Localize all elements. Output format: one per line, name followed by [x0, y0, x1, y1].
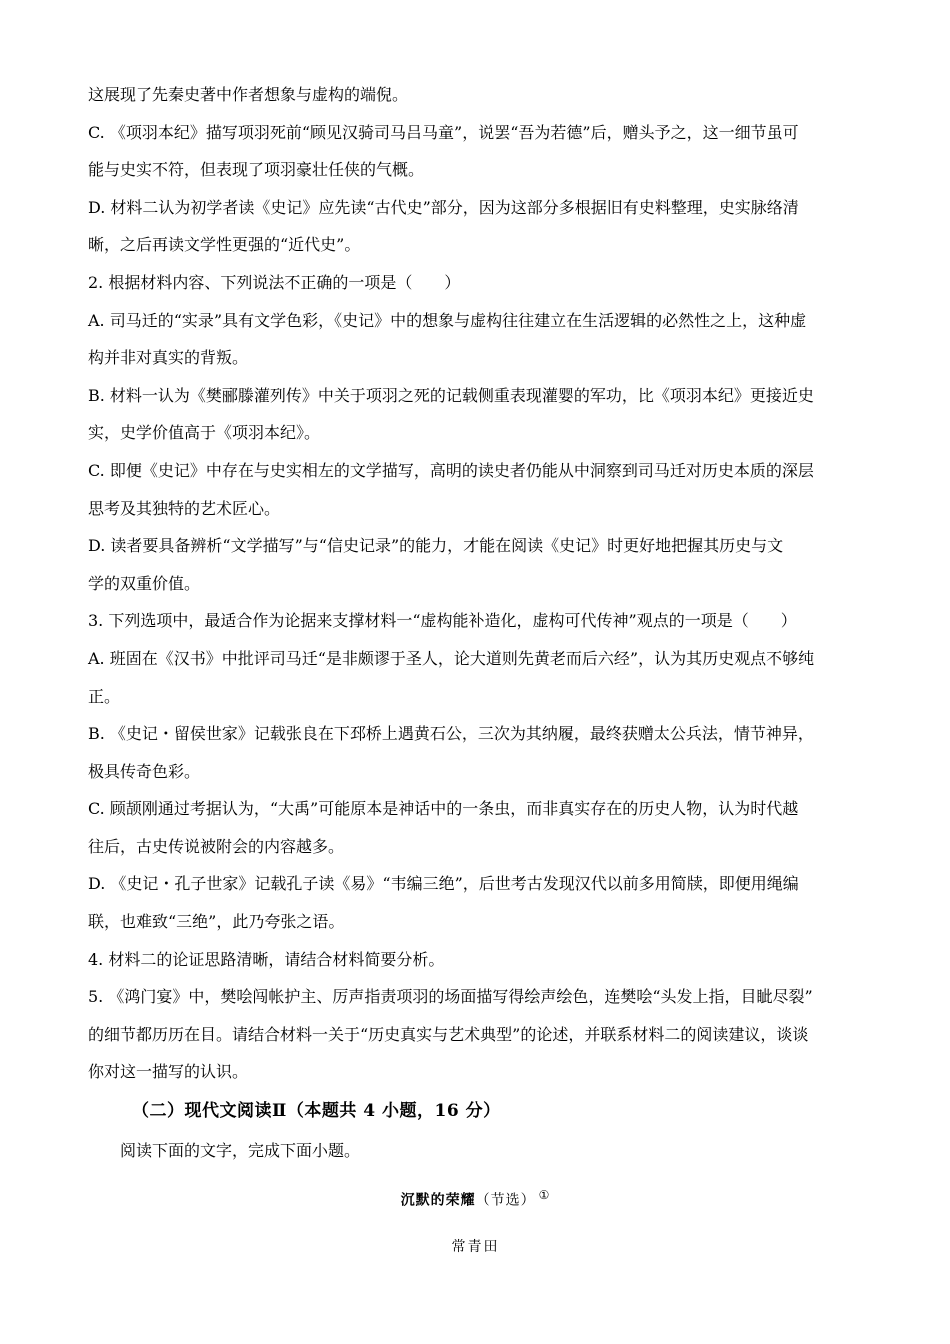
question-text-block [88, 76, 863, 1091]
text-line: 能与史实不符，但表现了项羽豪壮任侠的气概。 [88, 160, 425, 180]
text-line: 思考及其独特的艺术匠心。 [88, 498, 281, 518]
text-line: 晰，之后再读文学性更强的“近代史”。 [88, 235, 361, 255]
article-title-note: （节选） [475, 1192, 536, 1209]
text-line: 极具传奇色彩。 [88, 761, 201, 781]
text-line: C. 顾颉刚通过考据认为，“大禹”可能原本是神话中的一条虫，而非真实存在的历史人物，认为时代越 [88, 799, 799, 819]
text-line: 正。 [88, 686, 121, 706]
text-line: 构并非对真实的背叛。 [88, 348, 249, 368]
article-title-line [88, 1175, 863, 1221]
text-line: A. 班固在《汉书》中批评司马迁“是非颇谬于圣人，论大道则先黄老而后六经”，认为其历史观点不够纯 [88, 648, 815, 668]
text-line: 5. 《鸿门宴》中，樊哙闯帐护主、厉声指责项羽的场面描写得绘声绘色，连樊哙“头发上指，目眦尽裂” [88, 987, 813, 1007]
text-line: 这展现了先秦史著中作者想象与虚构的端倪。 [88, 85, 409, 104]
reading-instruction: 阅读下面的文字，完成下面小题。 [120, 1141, 361, 1161]
text-line: 的细节都历历在目。请结合材料一关于“历史真实与艺术典型”的论述，并联系材料二的阅读建议，谈谈 [88, 1024, 809, 1044]
text-line: 3. 下列选项中，最适合作为论据来支撑材料一“虚构能补造化，虚构可代传神”观点的一项是（ ） [88, 611, 797, 631]
text-line: B. 《史记・留侯世家》记载张良在下邳桥上遇黄石公，三次为其纳履，最终获赠太公兵法，情节神异， [88, 724, 814, 744]
document-page [88, 76, 863, 1267]
text-line: 4. 材料二的论证思路清晰，请结合材料简要分析。 [88, 949, 445, 969]
article-author: 常青田 [451, 1238, 500, 1255]
text-line: C. 即便《史记》中存在与史实相左的文学描写，高明的读史者仍能从中洞察到司马迁对历史本质的深层 [88, 460, 814, 480]
article-title: 沉默的荣耀 [400, 1192, 476, 1209]
text-line: D. 材料二认为初学者读《史记》应先读“古代史”部分，因为这部分多根据旧有史料整理，史实脉络清 [88, 197, 799, 217]
text-line: A. 司马迁的“实录”具有文学色彩，《史记》中的想象与虚构往往建立在生活逻辑的必然性之上，这种虚 [88, 310, 807, 330]
text-line: 你对这一描写的认识。 [88, 1062, 249, 1082]
footnote-marker: ① [538, 1188, 551, 1203]
text-line: D. 读者要具备辨析“文学描写”与“信史记录”的能力，才能在阅读《史记》时更好地把握其历史与文 [88, 536, 784, 556]
text-line: C. 《项羽本纪》描写项羽死前“顾见汉骑司马吕马童”，说罢“吾为若德”后，赠头予之，这一细节虽可 [88, 122, 799, 142]
text-line: 学的双重价值。 [88, 573, 201, 593]
text-line: 往后，古史传说被附会的内容越多。 [88, 836, 345, 856]
text-line: 实，史学价值高于《项羽本纪》。 [88, 423, 321, 443]
text-line: 联，也难致“三绝”，此乃夸张之语。 [88, 912, 345, 932]
text-line: B. 材料一认为《樊郦滕灌列传》中关于项羽之死的记载侧重表现灌婴的军功，比《项羽本纪》更接近史 [88, 385, 814, 405]
text-line: D. 《史记・孔子世家》记载孔子读《易》“韦编三绝”，后世考古发现汉代以前多用简牍，即便用绳编 [88, 874, 799, 894]
text-line: 2. 根据材料内容、下列说法不正确的一项是（ ） [88, 272, 461, 292]
section-heading: （二）现代文阅读Ⅱ（本题共 4 小题，16 分） [132, 1101, 501, 1122]
